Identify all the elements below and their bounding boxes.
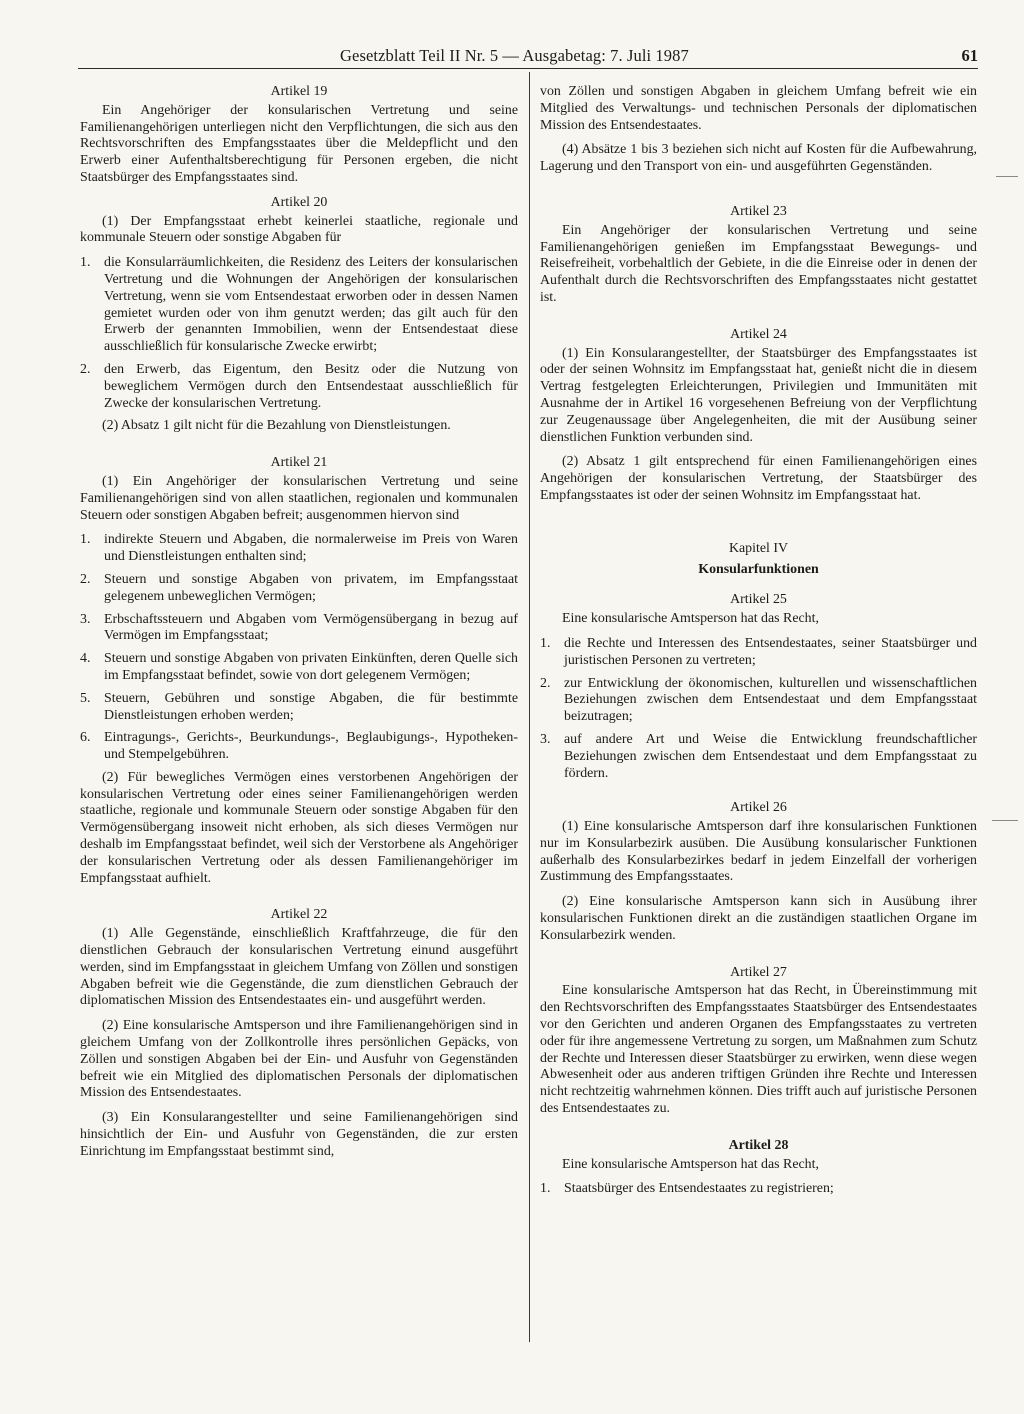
article-27-title: Artikel 27 bbox=[730, 964, 787, 980]
margin-mark bbox=[996, 176, 1018, 177]
article-23-paragraph: Ein Angehöriger der konsularischen Vertretung und seine Familienangehörigen genießen im Empfangsstaat Bewegungs- und Reisefreiheit, vorbehaltlich der Gebiete, in die die Einreise oder in denen der Aufenthalt durch die Rechtsvorschriften des Empfangsstaates nicht gestattet ist. bbox=[540, 222, 977, 305]
chapter-number: Kapitel IV bbox=[728, 540, 788, 556]
item-number: 1. bbox=[80, 255, 91, 271]
chapter-title: Konsularfunktionen bbox=[698, 561, 819, 577]
item-number: 3. bbox=[80, 611, 91, 627]
article-22-paragraph-4: (4) Absätze 1 bis 3 beziehen sich nicht auf Kosten für die Aufbewahrung, Lagerung und den Transport von ein- und ausgeführten Gegenständen. bbox=[540, 142, 977, 175]
item-text: Steuern und sonstige Abgaben von privatem, im Empfangsstaat gelegenem unbeweglichen Vermögen; bbox=[104, 571, 518, 604]
article-22-title: Artikel 22 bbox=[270, 907, 328, 923]
article-21-item bbox=[80, 730, 518, 764]
page-number: 61 bbox=[961, 46, 978, 65]
article-28-item bbox=[540, 1181, 977, 1198]
header-rule bbox=[78, 68, 978, 69]
article-22-paragraph-2: (2) Eine konsularische Amtsperson und ihre Familienangehörigen sind in gleichem Umfang von der Zollkontrolle ihres persönlichen Gepäcks, von Zöllen und sonstigen Abgaben bei der Ein- und Ausfuhr von Gegenständen befreit wie ein Mitglied des diplomatischen Personals der diplomatischen Mission des Entsendestaates. bbox=[80, 1018, 518, 1101]
item-number: 5. bbox=[80, 690, 91, 706]
article-21-item bbox=[80, 572, 518, 606]
article-25-paragraph: Eine konsularische Amtsperson hat das Recht, bbox=[562, 611, 819, 627]
article-20-item bbox=[80, 255, 518, 356]
article-28-paragraph: Eine konsularische Amtsperson hat das Recht, bbox=[562, 1156, 819, 1172]
item-text: Erbschaftssteuern und Abgaben vom Vermögensübergang in bezug auf Vermögen im Empfangsstaat; bbox=[104, 611, 518, 644]
article-20-paragraph-2: (2) Absatz 1 gilt nicht für die Bezahlung von Dienstleistungen. bbox=[102, 418, 451, 434]
article-20-paragraph-1: (1) Der Empfangsstaat erhebt keinerlei staatliche, regionale und kommunale Steuern oder sonstige Abgaben für bbox=[80, 213, 518, 246]
item-number: 2. bbox=[540, 675, 551, 691]
article-21-item bbox=[80, 532, 518, 566]
article-19-paragraph: Ein Angehöriger der konsularischen Vertretung und seine Familienangehörigen unterliegen nicht den Verpflichtungen, die sich aus den Rechtsvorschriften des Empfangsstaates über die Meldepflicht und den Erwerb einer Aufenthaltsberechtigung für Personen ergeben, die nicht Staatsbürger des Empfangsstaates sind. bbox=[80, 102, 518, 185]
article-28-title: Artikel 28 bbox=[728, 1137, 789, 1153]
item-number: 3. bbox=[540, 731, 551, 747]
item-text: die Konsularräumlichkeiten, die Residenz des Leiters der konsularischen Vertretung und die Wohnungen der Angehörigen der konsularischen Vertretung, wenn sie vom Entsendestaat erworben oder in dessen Namen gemietet wurden oder von ihm genutzt werden; das gilt auch für den Erwerb der genannten Immobilien, wenn der Entsendestaat diese ausschließlich für konsularische Zwecke erwirbt; bbox=[104, 255, 518, 355]
item-text: zur Entwicklung der ökonomischen, kulturellen und wissenschaftlichen Beziehungen zwischen dem Entsendestaat und dem Empfangsstaat beizutragen; bbox=[564, 675, 977, 725]
article-21-item bbox=[80, 691, 518, 725]
right-column bbox=[540, 84, 977, 1204]
article-21-paragraph-1: (1) Ein Angehöriger der konsularischen Vertretung und seine Familienangehörigen sind von allen staatlichen, regionalen und kommunalen Steuern oder sonstigen Abgaben befreit; ausgenommen hiervon sind bbox=[80, 473, 518, 523]
article-26-paragraph-2: (2) Eine konsularische Amtsperson kann sich in Ausübung ihrer konsularischen Funktionen direkt an die zuständigen staatlichen Organe im Konsularbezirk wenden. bbox=[540, 894, 977, 943]
article-25-title: Artikel 25 bbox=[730, 592, 787, 608]
article-25-item bbox=[540, 676, 977, 726]
left-column bbox=[80, 84, 518, 1169]
item-number: 1. bbox=[80, 532, 91, 548]
item-text: die Rechte und Interessen des Entsendestaates, seiner Staatsbürger und juristischen Personen zu vertreten; bbox=[564, 635, 977, 668]
article-26-paragraph-1: (1) Eine konsularische Amtsperson darf ihre konsularischen Funktionen nur im Konsularbezirk ausüben. Die Ausübung konsularischer Funktionen außerhalb des Konsularbezirkes bedarf in jedem Einzelfall der vorherigen Zustimmung des Empfangsstaates. bbox=[540, 819, 977, 885]
article-22-continuation: von Zöllen und sonstigen Abgaben in gleichem Umfang befreit wie ein Mitglied des Verwaltungs- und technischen Personals der diplomatischen Mission des Entsendestaates. bbox=[540, 84, 977, 133]
item-number: 6. bbox=[80, 730, 91, 746]
article-24-paragraph-2: (2) Absatz 1 gilt entsprechend für einen Familienangehörigen eines Angehörigen der konsularischen Vertretung, der Staatsbürger des Empfangsstaates ist oder der seinen Wohnsitz im Empfangsstaat hat. bbox=[540, 454, 977, 503]
article-22-paragraph-1: (1) Alle Gegenstände, einschließlich Kraftfahrzeuge, die für den dienstlichen Gebrauch der konsularischen Vertretung einund ausgeführt werden, sind im Empfangsstaat in gleichem Umfang von Zöllen und sonstigen Abgaben befreit wie die Gegenstände, die zum dienstlichen Gebrauch der diplomatischen Mission des Entsendestaates ein- und ausgeführt werden. bbox=[80, 926, 518, 1009]
article-27-paragraph: Eine konsularische Amtsperson hat das Recht, in Übereinstimmung mit den Rechtsvorschriften des Empfangsstaates Staatsbürger des Entsendestaates vor den Gerichten und anderen Organen des Empfangsstaates zu vertreten oder für ihre angemessene Vertretung zu sorgen, um Maßnahmen zum Schutz der Rechte und Interessen dieser Staatsbürger zu erwirken, wenn diese wegen Abwesenheit oder aus anderen triftigen Gründen ihre Rechte und Interessen nicht rechtzeitig wahrnehmen können. Dies trifft auch auf juristische Personen des Entsendestaates zu. bbox=[540, 983, 977, 1117]
page-header bbox=[78, 40, 978, 66]
item-text: Staatsbürger des Entsendestaates zu registrieren; bbox=[564, 1181, 834, 1197]
item-text: Eintragungs-, Gerichts-, Beurkundungs-, Beglaubigungs-, Hypotheken- und Stempelgebühren. bbox=[104, 730, 518, 763]
item-number: 1. bbox=[540, 635, 551, 651]
article-21-item bbox=[80, 651, 518, 685]
column-divider bbox=[529, 72, 530, 1342]
item-text: Steuern, Gebühren und sonstige Abgaben, die für bestimmte Dienstleistungen erhoben werden; bbox=[104, 690, 518, 723]
article-24-title: Artikel 24 bbox=[730, 326, 787, 342]
article-23-title: Artikel 23 bbox=[730, 203, 787, 219]
margin-mark bbox=[992, 820, 1018, 821]
item-text: auf andere Art und Weise die Entwicklung freundschaftlicher Beziehungen zwischen dem Entsendestaat und dem Empfangsstaat zu fördern. bbox=[564, 731, 977, 781]
article-20-title: Artikel 20 bbox=[270, 194, 328, 210]
article-19-title: Artikel 19 bbox=[270, 84, 328, 99]
article-20-item bbox=[80, 362, 518, 412]
article-25-item bbox=[540, 636, 977, 670]
article-26-title: Artikel 26 bbox=[730, 800, 787, 816]
article-25-item bbox=[540, 732, 977, 782]
article-21-paragraph-2: (2) Für bewegliches Vermögen eines verstorbenen Angehörigen der konsularischen Vertretung oder eines seiner Familienangehörigen werden staatliche, regionale und kommunale Steuern oder sonstige Abgaben für den Vermögensübergang insoweit nicht erhoben, als sich dieses Vermögen nur deshalb im Empfangsstaat befindet, weil sich der Verstorbene als Angehöriger der konsularischen Vertretung oder als dessen Familienangehöriger im Empfangsstaat aufhielt. bbox=[80, 769, 518, 886]
item-text: indirekte Steuern und Abgaben, die normalerweise im Preis von Waren und Dienstleistungen enthalten sind; bbox=[104, 532, 518, 565]
item-text: den Erwerb, das Eigentum, den Besitz oder die Nutzung von beweglichem Vermögen durch den Entsendestaat ausschließlich für Zwecke der konsularischen Vertretung. bbox=[104, 361, 518, 411]
article-21-title: Artikel 21 bbox=[270, 455, 328, 471]
item-text: Steuern und sonstige Abgaben von privaten Einkünften, deren Quelle sich im Empfangsstaat befindet, sowie von dort gelegenem Vermögen; bbox=[104, 651, 518, 683]
article-21-item bbox=[80, 612, 518, 646]
item-number: 2. bbox=[80, 361, 91, 377]
gazette-title: Gesetzblatt Teil II Nr. 5 — Ausgabetag: 7. Juli 1987 bbox=[340, 46, 689, 65]
item-number: 1. bbox=[540, 1181, 551, 1197]
article-22-paragraph-3: (3) Ein Konsularangestellter und seine Familienangehörigen sind hinsichtlich der Ein- und Ausfuhr von Gegenständen, die zur ersten Einrichtung im Empfangsstaat bestimmt sind, bbox=[80, 1110, 518, 1159]
item-number: 4. bbox=[80, 651, 91, 667]
item-number: 2. bbox=[80, 571, 91, 587]
article-24-paragraph-1: (1) Ein Konsularangestellter, der Staatsbürger des Empfangsstaates ist oder der seinen Wohnsitz im Empfangsstaat hat, genießt nicht die in diesem Vertrag festgelegten Erleichterungen, Privilegien und Immunitäten mit Ausnahme der in Artikel 16 vorgesehenen Befreiung von der Verpflichtung zur Zeugenaussage über Angelegenheiten, die mit der Ausübung seiner dienstlichen Funktion verbunden sind. bbox=[540, 345, 977, 445]
